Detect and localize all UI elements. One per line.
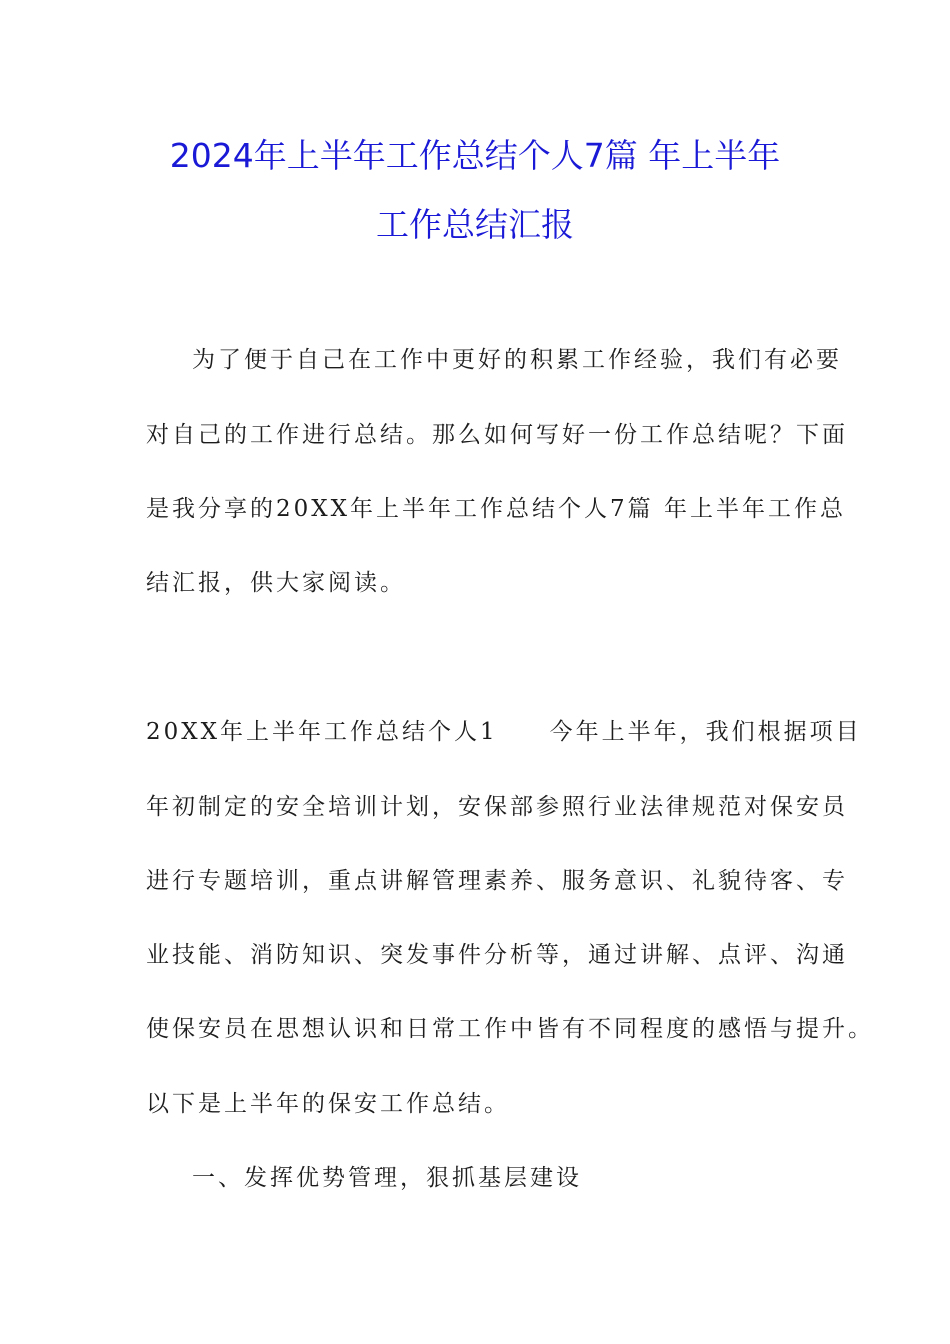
section-paragraph-line: 20XX年上半年工作总结个人1 今年上半年，我们根据项目 (146, 719, 862, 745)
section-paragraph-line: 业技能、消防知识、突发事件分析等，通过讲解、点评、沟通 (146, 942, 848, 968)
section-paragraph-line: 年初制定的安全培训计划，安保部参照行业法律规范对保安员 (146, 794, 848, 820)
document-title-line-1: 2024年上半年工作总结个人7篇 年上半年 (169, 136, 781, 175)
intro-paragraph-line: 结汇报，供大家阅读。 (146, 570, 406, 596)
section-paragraph-line: 以下是上半年的保安工作总结。 (146, 1091, 510, 1117)
section-paragraph-line: 使保安员在思想认识和日常工作中皆有不同程度的感悟与提升。 (146, 1016, 874, 1042)
intro-paragraph-line: 是我分享的20XX年上半年工作总结个人7篇 年上半年工作总 (146, 496, 846, 522)
document-title-line-2: 工作总结汇报 (376, 205, 574, 244)
section-heading: 一、发挥优势管理，狠抓基层建设 (192, 1165, 582, 1191)
section-paragraph-line: 进行专题培训，重点讲解管理素养、服务意识、礼貌待客、专 (146, 868, 848, 894)
intro-paragraph-line: 对自己的工作进行总结。那么如何写好一份工作总结呢？下面 (146, 422, 848, 448)
intro-paragraph-line: 为了便于自己在工作中更好的积累工作经验，我们有必要 (192, 347, 842, 373)
